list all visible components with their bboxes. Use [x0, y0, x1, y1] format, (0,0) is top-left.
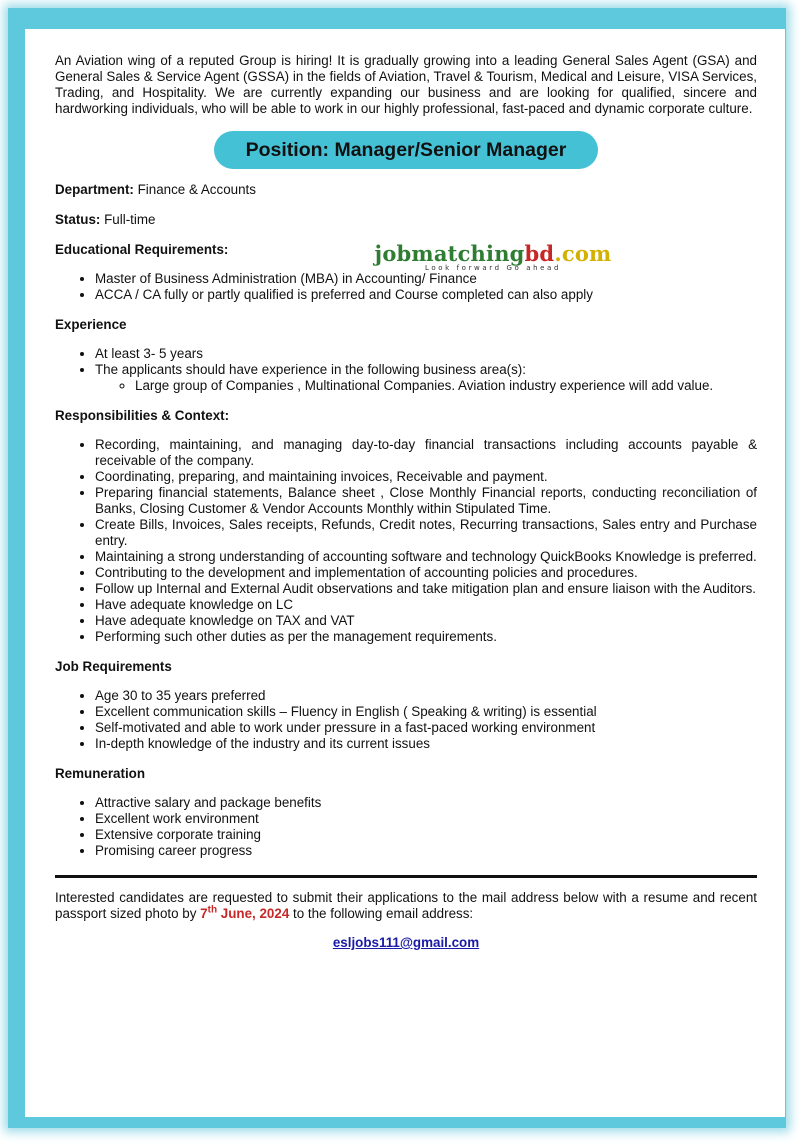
position-banner — [55, 131, 757, 169]
email-row — [55, 935, 757, 951]
list-item: • Preparing financial statements, Balance sheet , Close Monthly Financial reports, conducting reconciliation of Banks, Closing Customer & Vendor Accounts Monthly within Stipulated Time. — [95, 485, 757, 517]
list-item: • Master of Business Administration (MBA) in Accounting/ Finance — [95, 271, 757, 287]
list-item — [95, 362, 757, 394]
logo-part1: jobmatching — [374, 241, 525, 266]
list-item: • Extensive corporate training — [95, 827, 757, 843]
list-item: • Promising career progress — [95, 843, 757, 859]
education-list — [55, 271, 757, 303]
list-item: • Self-motivated and able to work under pressure in a fast-paced working environment — [95, 720, 757, 736]
list-item: • Recording, maintaining, and managing day-to-day financial transactions including accounts payable & receivable of the company. — [95, 437, 757, 469]
apply-text: Interested candidates are requested to submit their applications to the mail address below with a resume and recent passport sized photo by — [55, 890, 757, 921]
status-value: Full-time — [104, 212, 156, 227]
department-value: Finance & Accounts — [137, 182, 256, 197]
list-item: ◦ Large group of Companies , Multinational Companies. Aviation industry experience will add value. — [135, 378, 757, 394]
list-item: • Age 30 to 35 years preferred — [95, 688, 757, 704]
list-item: • At least 3- 5 years — [95, 346, 757, 362]
remuneration-heading: Remuneration — [55, 766, 146, 781]
list-item: • Have adequate knowledge on TAX and VAT — [95, 613, 757, 629]
responsibilities-heading: Responsibilities & Context: — [55, 408, 230, 423]
department-label: Department: — [55, 182, 134, 197]
jobmatchingbd-logo — [373, 243, 613, 272]
email-link[interactable]: esljobs111@gmail.com — [332, 935, 480, 950]
responsibilities-list — [55, 437, 757, 645]
apply-instructions — [55, 890, 757, 922]
content — [55, 53, 757, 951]
list-item: • Attractive salary and package benefits — [95, 795, 757, 811]
list-item-text: The applicants should have experience in the following business area(s): — [95, 362, 526, 377]
job-requirements-list — [55, 688, 757, 752]
experience-sublist — [95, 378, 757, 394]
status-row — [55, 212, 757, 228]
list-item: • Excellent work environment — [95, 811, 757, 827]
list-item: • Follow up Internal and External Audit observations and take mitigation plan and ensure liaison with the Auditors. — [95, 581, 757, 597]
list-item: • Maintaining a strong understanding of accounting software and technology QuickBooks Knowledge is preferred. — [95, 549, 757, 565]
logo-part3: .com — [554, 241, 612, 266]
position-title: Position: Manager/Senior Manager — [214, 131, 598, 169]
deadline — [200, 906, 289, 921]
deadline-month-year: June, 2024 — [217, 906, 290, 921]
department-row — [55, 182, 757, 198]
list-item: • Have adequate knowledge on LC — [95, 597, 757, 613]
list-item: • Contributing to the development and implementation of accounting policies and procedures. — [95, 565, 757, 581]
list-item: • Excellent communication skills – Fluency in English ( Speaking & writing) is essential — [95, 704, 757, 720]
list-item: • ACCA / CA fully or partly qualified is preferred and Course completed can also apply — [95, 287, 757, 303]
list-item: • Performing such other duties as per the management requirements. — [95, 629, 757, 645]
deadline-suffix: th — [207, 904, 218, 916]
job-requirements-heading: Job Requirements — [55, 659, 172, 674]
experience-heading: Experience — [55, 317, 127, 332]
logo-tagline: Look forward Go ahead — [425, 264, 561, 272]
experience-list — [55, 346, 757, 394]
education-heading: Educational Requirements: — [55, 242, 229, 257]
status-label: Status: — [55, 212, 101, 227]
list-item: • Create Bills, Invoices, Sales receipts, Refunds, Credit notes, Recurring transactions, Sales entry and Purchase entry. — [95, 517, 757, 549]
divider — [55, 875, 757, 878]
deadline-day: 7 — [200, 906, 208, 921]
apply-text-end: to the following email address: — [289, 906, 474, 921]
remuneration-list — [55, 795, 757, 859]
list-item: • In-depth knowledge of the industry and its current issues — [95, 736, 757, 752]
logo-part2: bd — [524, 241, 555, 266]
intro-paragraph: An Aviation wing of a reputed Group is hiring! It is gradually growing into a leading General Sales Agent (GSA) and General Sales & Service Agent (GSSA) in the fields of Aviation, Travel & Tourism, Medical and Leisure, VISA Services, Trading, and Hospitality. We are currently expanding our business and are looking for qualified, sincere and hardworking individuals, who will be able to work in our highly professional, fast-paced and dynamic corporate culture. — [55, 53, 757, 116]
job-circular — [25, 29, 785, 1117]
list-item: • Coordinating, preparing, and maintaining invoices, Receivable and payment. — [95, 469, 757, 485]
